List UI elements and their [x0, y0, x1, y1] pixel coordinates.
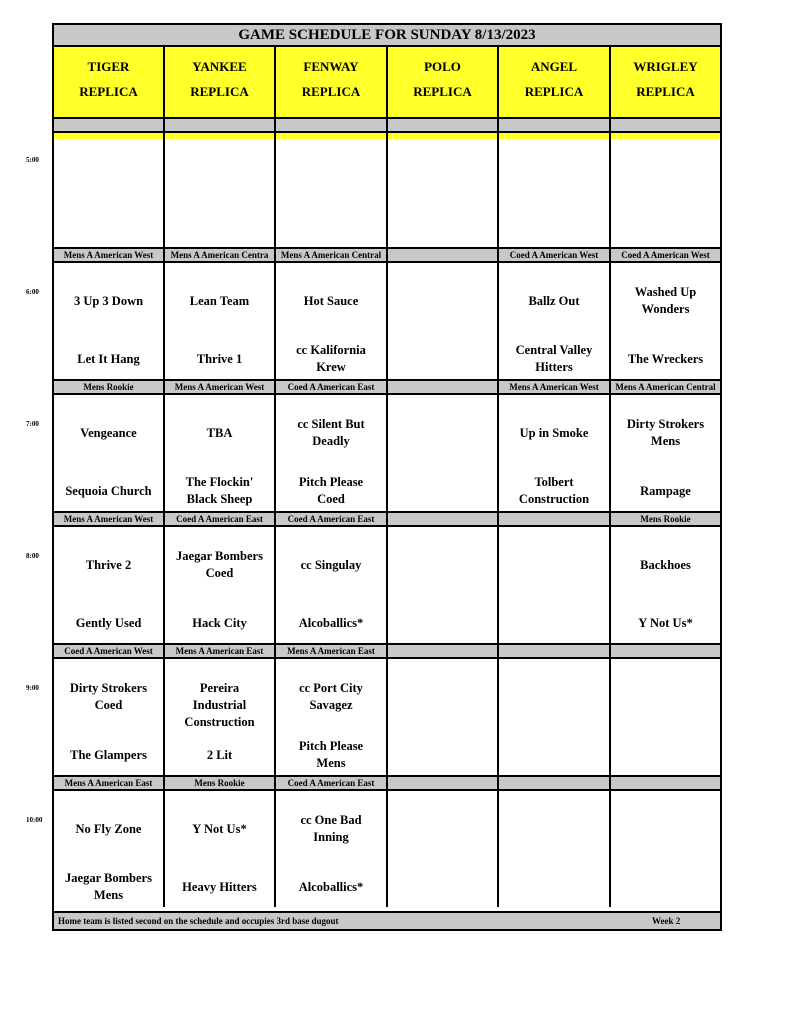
- home-team: Central Valley Hitters: [515, 343, 593, 374]
- time-label: 10:00: [26, 816, 43, 824]
- field-name: ANGEL: [530, 59, 578, 74]
- time-slot-row: [54, 791, 720, 907]
- division-label: Mens A American West: [54, 249, 165, 261]
- away-team: Dirty Strokers Mens: [626, 417, 705, 448]
- game-cell: [165, 527, 276, 643]
- time-slot-row: [54, 659, 720, 775]
- home-team: Tolbert Construction: [518, 475, 590, 506]
- game-cell: [276, 263, 388, 379]
- division-band: [54, 247, 720, 263]
- away-team: Jaegar Bombers Coed: [176, 549, 263, 580]
- away-team: TBA: [206, 426, 233, 440]
- time-label: 8:00: [26, 552, 39, 560]
- away-team: Backhoes: [640, 558, 691, 572]
- division-label: Coed A American East: [276, 381, 388, 393]
- game-cell: [499, 395, 611, 511]
- game-cell: [165, 791, 276, 907]
- field-name: TIGER: [87, 59, 130, 74]
- home-team: Alcoballics*: [298, 616, 364, 630]
- game-cell: [54, 395, 165, 511]
- division-label: Mens Rookie: [640, 514, 691, 524]
- schedule-title: GAME SCHEDULE FOR SUNDAY 8/13/2023: [54, 25, 720, 47]
- division-label: [499, 777, 611, 789]
- game-cell: [499, 527, 611, 643]
- division-band: [54, 511, 720, 527]
- time-label: 5:00: [26, 156, 39, 164]
- division-label: Coed A American East: [165, 513, 276, 525]
- division-label: [499, 513, 611, 525]
- game-cell: [499, 791, 611, 907]
- game-cell: [388, 791, 499, 907]
- division-band: [54, 775, 720, 791]
- division-label: Mens A American West: [165, 381, 276, 393]
- division-label: [388, 645, 499, 657]
- footer-note: Home team is listed second on the schedule and occupies 3rd base dugout: [58, 916, 339, 926]
- game-cell: [54, 527, 165, 643]
- game-cell: [165, 263, 276, 379]
- division-label: Mens Rookie: [54, 381, 165, 393]
- away-team: Hot Sauce: [303, 294, 359, 308]
- division-label: [499, 645, 611, 657]
- field-name: FENWAY: [303, 59, 359, 74]
- division-label: [388, 513, 499, 525]
- division-label: [165, 119, 276, 131]
- division-label: Mens A American West: [54, 513, 165, 525]
- home-team: cc Kalifornia Krew: [296, 343, 366, 374]
- time-slot-row: [54, 527, 720, 643]
- game-cell: [388, 527, 499, 643]
- field-subtitle: REPLICA: [636, 84, 695, 99]
- division-label: [611, 777, 720, 789]
- game-cell: [388, 395, 499, 511]
- game-cell: [388, 659, 499, 775]
- division-label: [54, 119, 165, 131]
- division-label: Mens A American Central: [615, 382, 716, 392]
- time-label: 9:00: [26, 684, 39, 692]
- game-cell: [165, 659, 276, 775]
- division-label: [276, 119, 388, 131]
- game-cell: [165, 395, 276, 511]
- home-team: The Glampers: [70, 748, 147, 762]
- week-label: Week 2: [652, 916, 681, 926]
- game-cell: [611, 527, 720, 643]
- field-subtitle: REPLICA: [524, 84, 584, 99]
- away-team: Pereira Industrial Construction: [184, 681, 255, 729]
- home-team: Thrive 1: [196, 352, 243, 366]
- time-slot-row: [54, 263, 720, 379]
- home-team: The Wreckers: [627, 352, 704, 366]
- game-cell: [388, 263, 499, 379]
- away-team: Washed Up Wonders: [634, 285, 697, 316]
- game-cell: [165, 131, 276, 247]
- home-team: Pitch Please Coed: [298, 475, 364, 506]
- game-cell: [611, 659, 720, 775]
- home-team: Rampage: [640, 484, 691, 498]
- away-team: 3 Up 3 Down: [73, 294, 144, 308]
- division-band: [54, 379, 720, 395]
- division-label: [388, 381, 499, 393]
- game-cell: [276, 659, 388, 775]
- division-label: [611, 119, 720, 131]
- away-team: Dirty Strokers Coed: [69, 681, 148, 712]
- division-label: Mens A American West: [499, 381, 611, 393]
- division-label: Mens A American East: [165, 645, 276, 657]
- away-team: Vengeance: [80, 426, 137, 440]
- away-team: Up in Smoke: [519, 426, 589, 440]
- division-label: Coed A American East: [276, 513, 388, 525]
- away-team: cc Port City Savagez: [299, 681, 363, 712]
- game-cell: [276, 131, 388, 247]
- home-team: Gently Used: [75, 616, 142, 630]
- field-subtitle: REPLICA: [190, 84, 249, 99]
- away-team: cc Singulay: [300, 558, 362, 572]
- away-team: No Fly Zone: [75, 822, 142, 836]
- away-team: Ballz Out: [528, 294, 580, 308]
- game-cell: [499, 131, 611, 247]
- game-cell: [276, 395, 388, 511]
- home-team: Jaegar Bombers Mens: [65, 871, 152, 902]
- home-team: Hack City: [192, 616, 247, 630]
- game-cell: [611, 791, 720, 907]
- away-team: Lean Team: [189, 294, 250, 308]
- division-label: [388, 777, 499, 789]
- field-name: YANKEE: [192, 59, 247, 74]
- division-label: Mens A American East: [54, 777, 165, 789]
- away-team: Thrive 2: [85, 558, 132, 572]
- game-cell: [499, 659, 611, 775]
- home-team: Sequoia Church: [65, 484, 152, 498]
- home-team: Alcoballics*: [298, 880, 364, 894]
- home-team: 2 Lit: [206, 748, 233, 762]
- game-cell: [611, 395, 720, 511]
- division-label: Coed A American West: [499, 249, 611, 261]
- division-label: Coed A American East: [276, 777, 388, 789]
- division-label: [611, 645, 720, 657]
- game-cell: [276, 791, 388, 907]
- game-cell: [54, 791, 165, 907]
- home-team: Heavy Hitters: [182, 880, 257, 894]
- division-band: [54, 643, 720, 659]
- field-subtitle: REPLICA: [79, 84, 138, 99]
- time-label: 6:00: [26, 288, 39, 296]
- field-subtitle: REPLICA: [413, 84, 472, 99]
- division-label: [388, 249, 499, 261]
- division-label: Mens A American Central: [276, 249, 388, 261]
- away-team: cc One Bad Inning: [300, 813, 362, 844]
- field-subtitle: REPLICA: [301, 84, 361, 99]
- game-cell: [276, 527, 388, 643]
- division-label: [388, 119, 499, 131]
- schedule-sheet: [52, 23, 722, 931]
- game-cell: [499, 263, 611, 379]
- game-cell: [54, 263, 165, 379]
- field-name: WRIGLEY: [633, 59, 698, 74]
- division-label: Coed A American West: [621, 250, 710, 260]
- home-team: The Flockin' Black Sheep: [185, 475, 254, 506]
- home-team: Pitch Please Mens: [298, 739, 364, 770]
- away-team: Y Not Us*: [192, 822, 247, 836]
- division-label: Mens A American Centra: [165, 249, 276, 261]
- game-cell: [611, 131, 720, 247]
- time-label: 7:00: [26, 420, 39, 428]
- division-label: Mens Rookie: [165, 777, 276, 789]
- time-slot-row: [54, 131, 720, 247]
- field-name: POLO: [424, 59, 461, 74]
- division-label: Coed A American West: [54, 645, 165, 657]
- division-label: Mens A American East: [276, 645, 388, 657]
- game-cell: [388, 131, 499, 247]
- game-cell: [611, 263, 720, 379]
- footer-bar: [54, 911, 720, 929]
- away-team: cc Silent But Deadly: [297, 417, 365, 448]
- home-team: Let It Hang: [77, 352, 140, 366]
- home-team: Y Not Us*: [638, 616, 693, 630]
- game-cell: [54, 131, 165, 247]
- division-label: [499, 119, 611, 131]
- time-slot-row: [54, 395, 720, 511]
- game-cell: [54, 659, 165, 775]
